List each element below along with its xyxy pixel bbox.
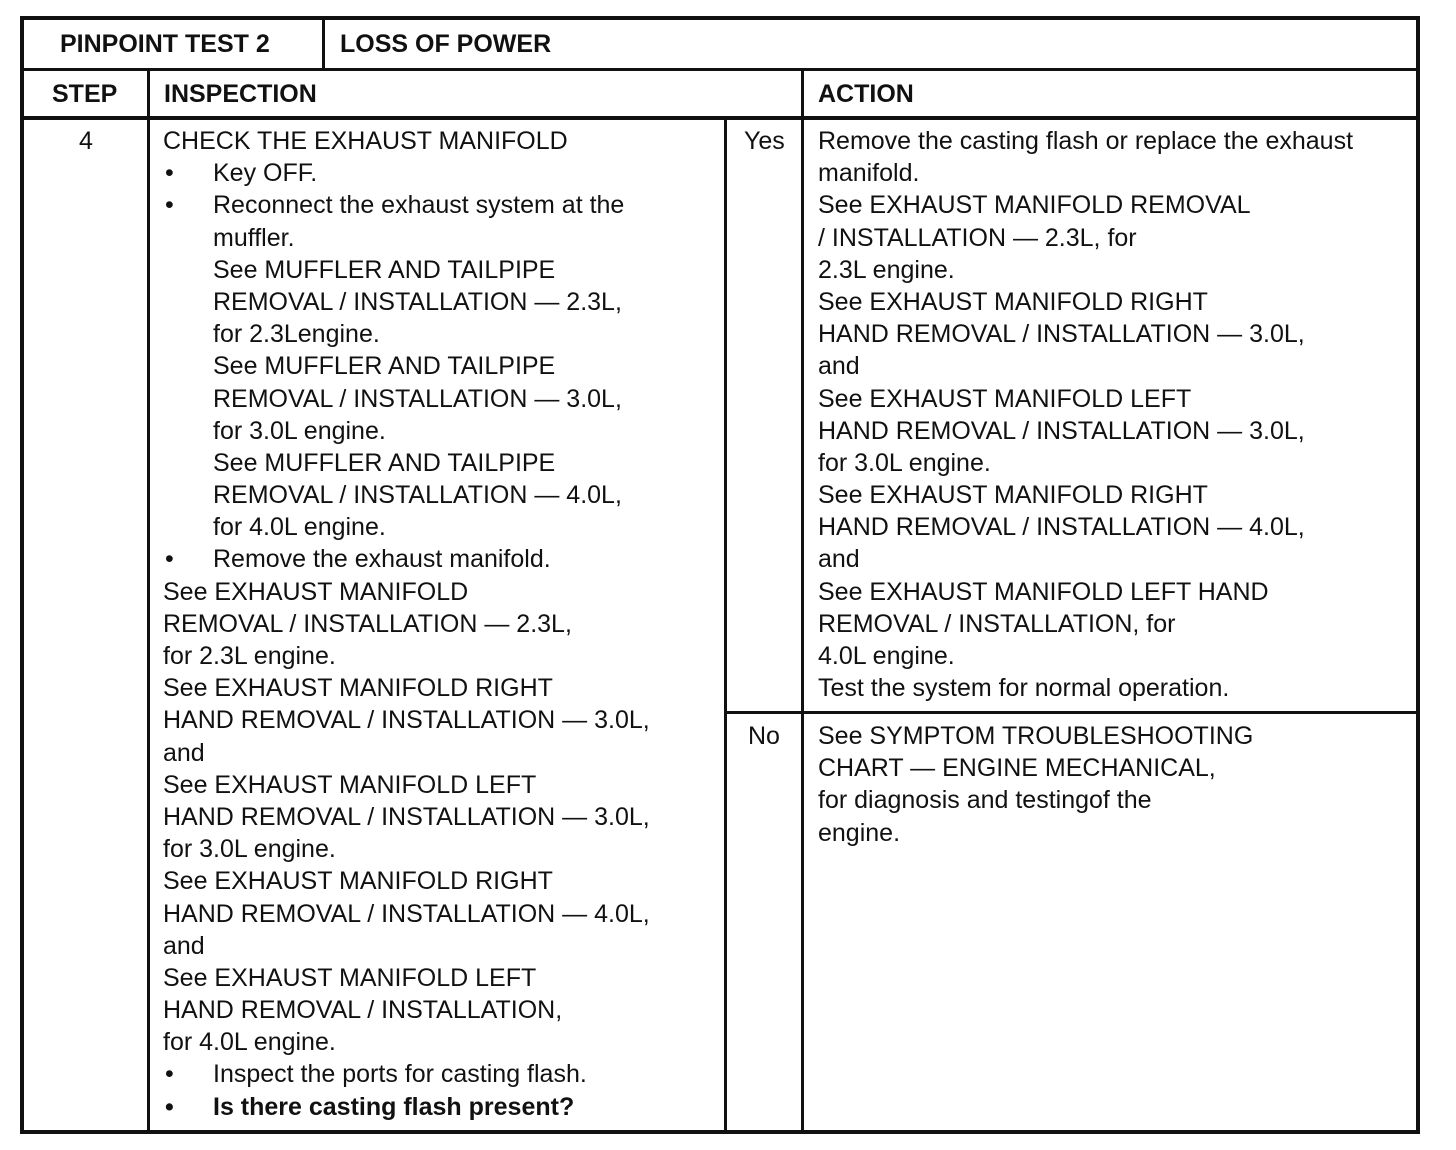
yes-action-line: and <box>818 352 860 381</box>
yes-action-line: for 3.0L engine. <box>818 448 991 477</box>
inspection-line: for 3.0L engine. <box>163 835 336 864</box>
header-divider <box>20 116 1420 120</box>
inspection-heading: CHECK THE EXHAUST MANIFOLD <box>163 127 568 155</box>
no-action-line: CHART — ENGINE MECHANICAL, <box>818 754 1216 783</box>
yes-action-line: See EXHAUST MANIFOLD LEFT HAND <box>818 577 1269 606</box>
inspection-line: HAND REMOVAL / INSTALLATION, <box>163 996 563 1025</box>
inspection-line: See EXHAUST MANIFOLD <box>163 577 469 606</box>
step-column-header: STEP <box>52 80 118 108</box>
yes-action-cell <box>818 125 1353 704</box>
inspection-line: See EXHAUST MANIFOLD LEFT <box>163 770 537 799</box>
inspection-line: REMOVAL / INSTALLATION — 2.3L, <box>163 609 572 638</box>
yes-action-line: 4.0L engine. <box>818 642 955 670</box>
table-border-left <box>20 16 24 1134</box>
inspection-line: for 4.0L engine. <box>213 513 386 542</box>
no-action-line: See SYMPTOM TROUBLESHOOTING <box>818 722 1254 750</box>
table-border-right <box>1416 16 1420 1134</box>
yes-action-line: See EXHAUST MANIFOLD RIGHT <box>818 287 1208 316</box>
no-label: No <box>748 722 780 750</box>
yes-no-column-separator <box>724 118 727 1134</box>
inspection-line: HAND REMOVAL / INSTALLATION — 3.0L, <box>163 802 650 831</box>
table-border-top <box>20 16 1420 20</box>
step-number: 4 <box>79 127 93 155</box>
inspection-bullet: • Key OFF. <box>163 157 650 189</box>
yes-action-line: See EXHAUST MANIFOLD REMOVAL <box>818 191 1251 220</box>
table-border-bottom <box>20 1130 1420 1134</box>
inspection-line: HAND REMOVAL / INSTALLATION — 3.0L, <box>163 706 650 735</box>
yes-action-line: REMOVAL / INSTALLATION, for <box>818 609 1176 638</box>
inspection-bullet: • Inspect the ports for casting flash. <box>163 1058 650 1090</box>
no-action-line: engine. <box>818 818 901 847</box>
pinpoint-test-label: PINPOINT TEST 2 <box>60 30 270 58</box>
yes-action-line: See EXHAUST MANIFOLD LEFT <box>818 384 1192 413</box>
inspection-line: for 4.0L engine. <box>163 1028 336 1057</box>
inspection-line: See EXHAUST MANIFOLD RIGHT <box>163 867 553 896</box>
inspection-line: for 2.3Lengine. <box>213 320 380 349</box>
action-column-separator <box>801 68 804 1134</box>
inspection-bullet: • Remove the exhaust manifold. <box>163 543 650 575</box>
yes-action-line: Remove the casting flash or replace the exhaust <box>818 127 1354 155</box>
yes-action-line: and <box>818 545 860 574</box>
title-cell-separator <box>322 16 325 70</box>
pinpoint-test-name: LOSS OF POWER <box>340 30 552 58</box>
yes-action-line: manifold. <box>818 159 920 188</box>
inspection-line: See MUFFLER AND TAILPIPE <box>213 352 556 381</box>
yes-action-line: HAND REMOVAL / INSTALLATION — 4.0L, <box>818 513 1305 542</box>
yes-action-line: HAND REMOVAL / INSTALLATION — 3.0L, <box>818 320 1305 349</box>
title-bar-divider <box>20 68 1420 71</box>
inspection-line: REMOVAL / INSTALLATION — 3.0L, <box>213 384 622 413</box>
yes-action-line: Test the system for normal operation. <box>818 674 1230 703</box>
inspection-line: REMOVAL / INSTALLATION — 4.0L, <box>213 481 622 510</box>
inspection-line: for 3.0L engine. <box>213 416 386 445</box>
inspection-question: • Is there casting flash present? <box>163 1091 650 1123</box>
inspection-cell <box>163 125 650 1123</box>
inspection-line: See EXHAUST MANIFOLD RIGHT <box>163 674 553 703</box>
inspection-line: and <box>163 931 205 960</box>
yes-action-line: 2.3L engine. <box>818 255 955 284</box>
no-action-line: for diagnosis and testingof the <box>818 786 1152 815</box>
inspection-line: See EXHAUST MANIFOLD LEFT <box>163 963 537 992</box>
inspection-line: See MUFFLER AND TAILPIPE <box>213 255 556 284</box>
inspection-bullet: • Reconnect the exhaust system at the <box>163 189 650 221</box>
inspection-line: muffler. <box>213 223 295 252</box>
yes-action-line: See EXHAUST MANIFOLD RIGHT <box>818 481 1208 510</box>
action-column-header: ACTION <box>818 80 914 108</box>
inspection-column-header: INSPECTION <box>164 80 317 108</box>
yes-action-line: / INSTALLATION — 2.3L, for <box>818 223 1137 252</box>
inspection-line: REMOVAL / INSTALLATION — 2.3L, <box>213 287 622 316</box>
step-column-separator <box>147 68 150 1134</box>
inspection-line: See MUFFLER AND TAILPIPE <box>213 448 556 477</box>
inspection-line: and <box>163 738 205 767</box>
inspection-line: HAND REMOVAL / INSTALLATION — 4.0L, <box>163 899 650 928</box>
yes-action-line: HAND REMOVAL / INSTALLATION — 3.0L, <box>818 416 1305 445</box>
yes-label: Yes <box>744 127 785 155</box>
inspection-line: for 2.3L engine. <box>163 642 336 670</box>
no-action-cell <box>818 720 1253 849</box>
yes-no-row-divider <box>724 711 1420 714</box>
